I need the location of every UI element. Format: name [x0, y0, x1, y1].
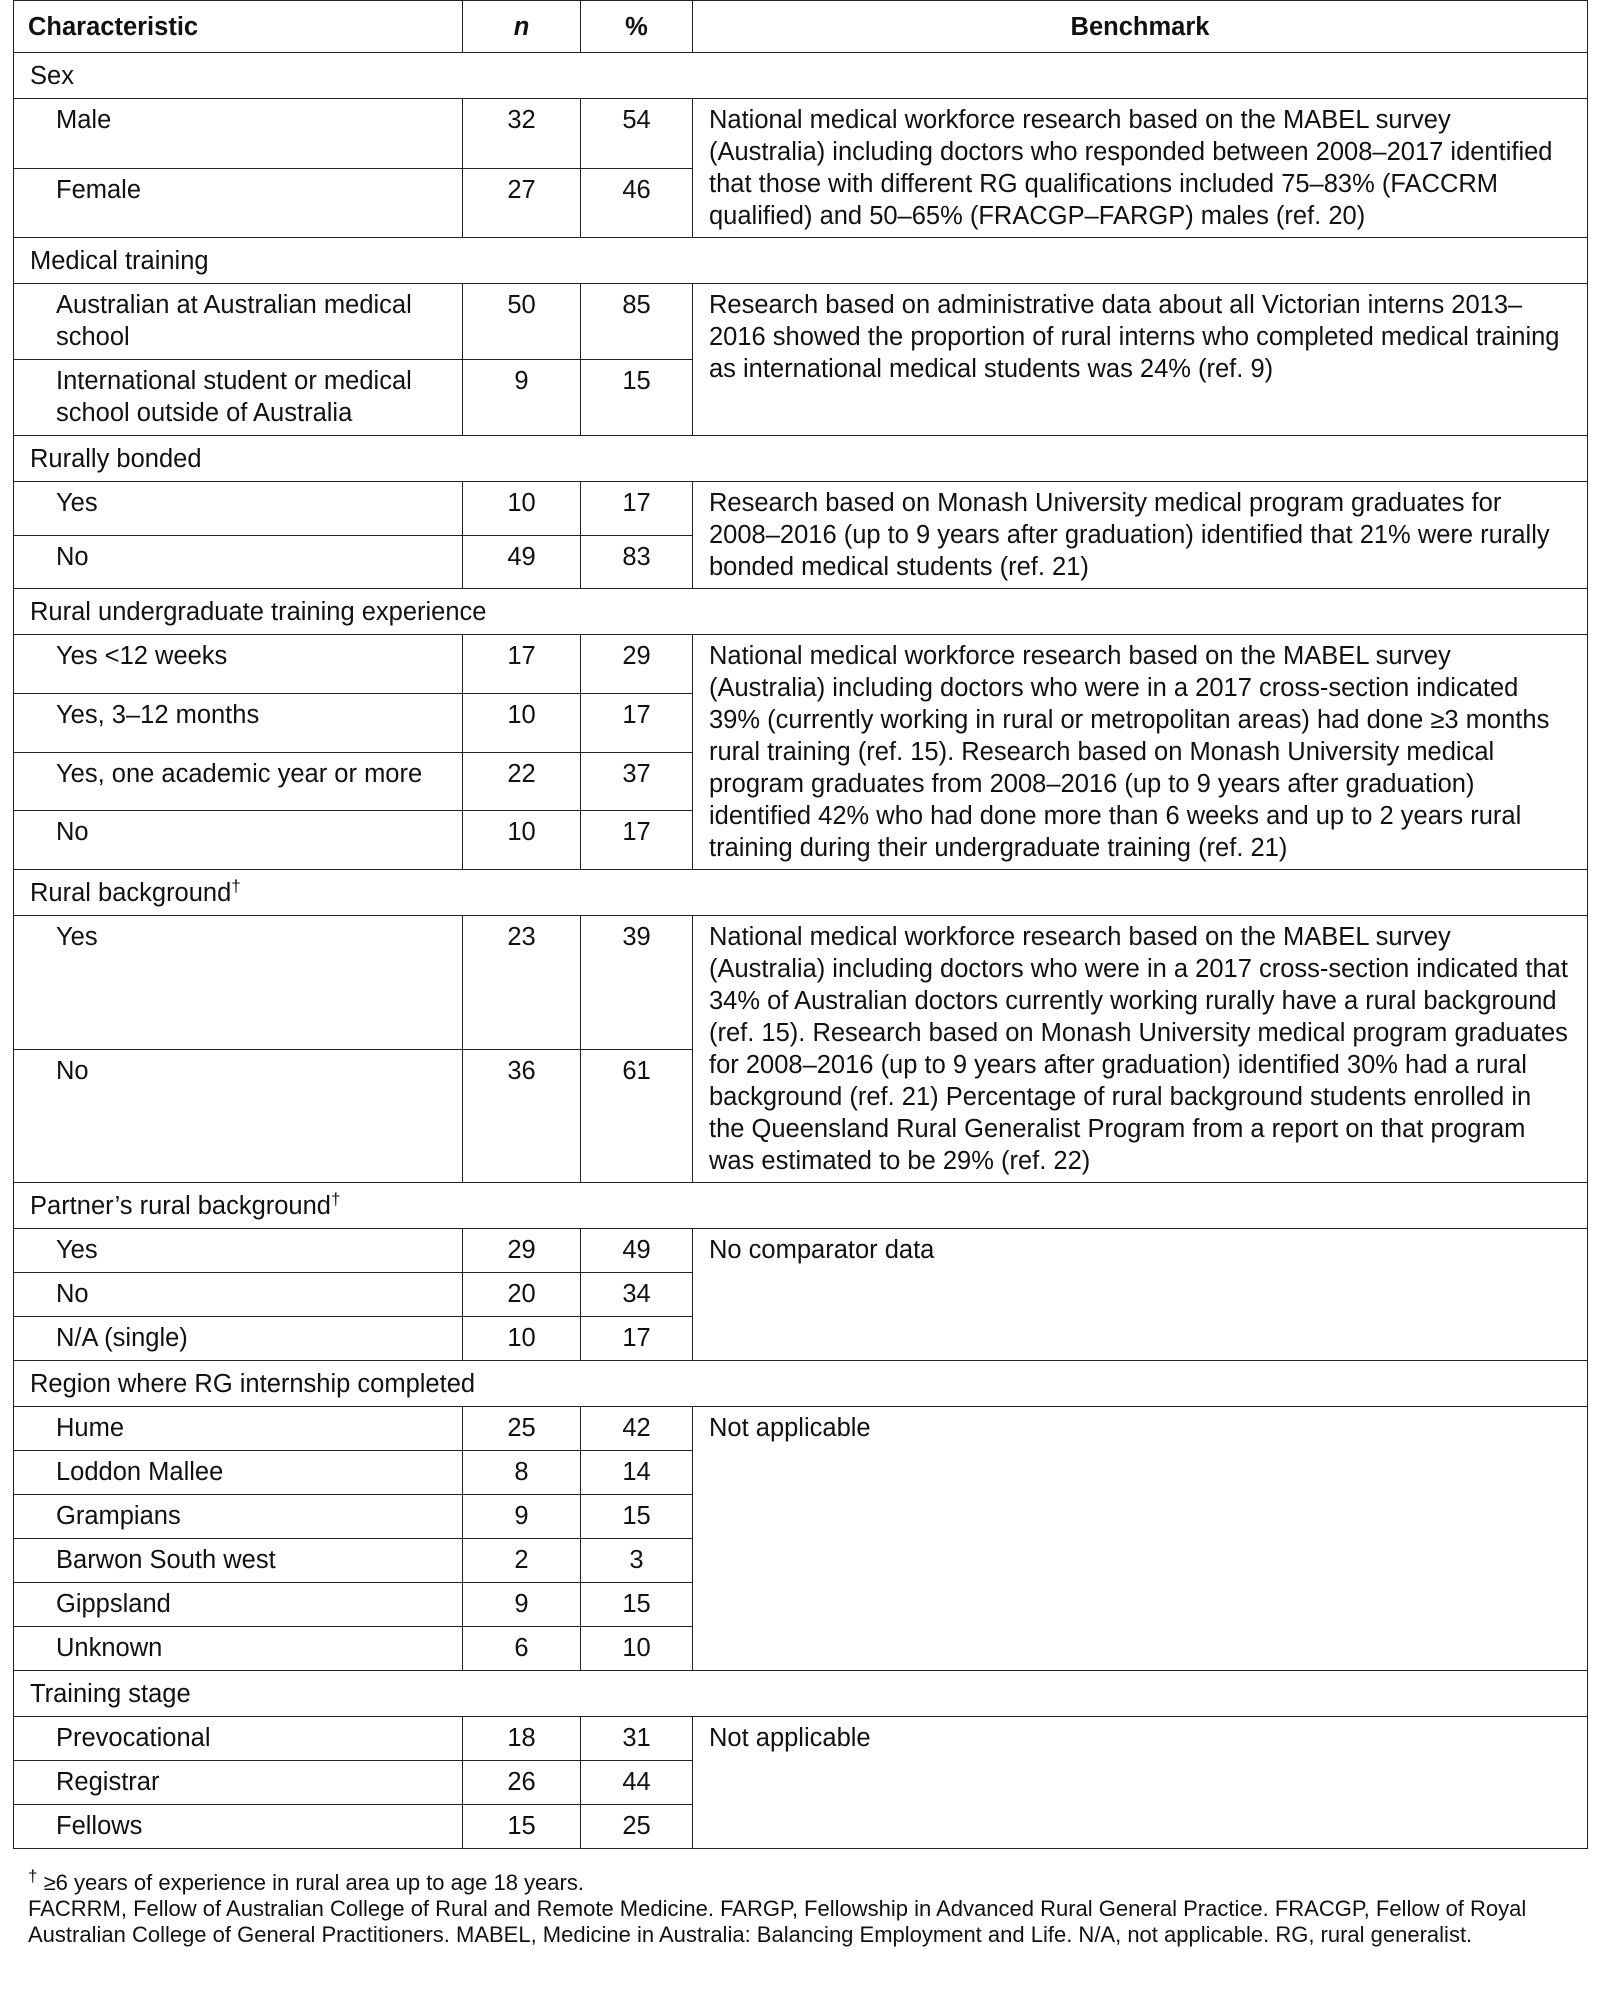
- row-n: 27: [463, 168, 581, 238]
- row-label: Loddon Mallee: [14, 1451, 463, 1495]
- section-title-blank: [693, 1671, 1588, 1717]
- dagger-symbol: †: [28, 1866, 38, 1886]
- row-label: Yes, 3–12 months: [14, 693, 463, 752]
- row-percent: 39: [581, 916, 693, 1050]
- row-percent: 15: [581, 360, 693, 436]
- row-percent: 25: [581, 1805, 693, 1849]
- table-row: [14, 1407, 1588, 1451]
- row-percent: 46: [581, 168, 693, 238]
- row-percent: 85: [581, 284, 693, 360]
- dagger-mark: †: [231, 876, 241, 895]
- row-label: No: [14, 1049, 463, 1183]
- benchmark-cell: National medical workforce research based on the MABEL survey (Australia) including doctors who were in a 2017 cross-section indicated 39% (currently working in rural or metropolitan areas) had done ≥3 months rural training (ref. 15). Research based on Monash University medical program graduates from 2008–2016 (up to 9 years after graduation) identified 42% who had done more than 6 weeks and up to 2 years rural training during their undergraduate training (ref. 21): [693, 635, 1588, 870]
- table-row: [14, 99, 1588, 169]
- row-n: 18: [463, 1717, 581, 1761]
- dagger-mark: †: [330, 1189, 341, 1208]
- row-percent: 17: [581, 482, 693, 536]
- section-title-text: Rural background: [30, 878, 232, 907]
- header-percent: %: [581, 1, 693, 53]
- row-percent: 34: [581, 1273, 693, 1317]
- section-title-text: Sex: [30, 61, 74, 90]
- table-row: [14, 916, 1588, 1050]
- dagger-footnote: [28, 1866, 1588, 1896]
- row-percent: 14: [581, 1451, 693, 1495]
- benchmark-cell: Not applicable: [693, 1717, 1588, 1849]
- row-n: 25: [463, 1407, 581, 1451]
- section-header-row: [14, 1183, 1588, 1229]
- row-label: Yes, one academic year or more: [14, 752, 463, 811]
- row-percent: 44: [581, 1761, 693, 1805]
- row-n: 10: [463, 482, 581, 536]
- row-n: 10: [463, 1317, 581, 1361]
- dagger-note-text: ≥6 years of experience in rural area up to age 18 years.: [37, 1870, 584, 1895]
- row-percent: 54: [581, 99, 693, 169]
- row-percent: 17: [581, 811, 693, 870]
- row-percent: 17: [581, 693, 693, 752]
- row-label: Female: [14, 168, 463, 238]
- row-label: Australian at Australian medical school: [14, 284, 463, 360]
- row-n: 8: [463, 1451, 581, 1495]
- row-label: Fellows: [14, 1805, 463, 1849]
- section-header-row: [14, 1361, 1588, 1407]
- row-label: Barwon South west: [14, 1539, 463, 1583]
- section-title-text: Rural undergraduate training experience: [30, 597, 487, 626]
- section-header-row: [14, 53, 1588, 99]
- section-title-text: Rurally bonded: [30, 444, 202, 473]
- row-n: 36: [463, 1049, 581, 1183]
- header-n: n: [463, 1, 581, 53]
- section-header-row: [14, 238, 1588, 284]
- header-row: [14, 1, 1588, 53]
- section-title-blank: [693, 53, 1588, 99]
- benchmark-cell: National medical workforce research based on the MABEL survey (Australia) including doctors who were in a 2017 cross-section indicated that 34% of Australian doctors currently working rurally have a rural background (ref. 15). Research based on Monash University medical program graduates for 2008–2016 (up to 9 years after graduation) identified 30% had a rural background (ref. 21) Percentage of rural background students enrolled in the Queensland Rural Generalist Program from a report on that program was estimated to be 29% (ref. 22): [693, 916, 1588, 1183]
- row-percent: 15: [581, 1583, 693, 1627]
- row-n: 9: [463, 360, 581, 436]
- row-label: Hume: [14, 1407, 463, 1451]
- row-percent: 49: [581, 1229, 693, 1273]
- row-n: 9: [463, 1495, 581, 1539]
- section-title: [14, 589, 693, 635]
- section-title-blank: [693, 589, 1588, 635]
- section-title-text: Region where RG internship completed: [30, 1369, 476, 1398]
- section-title-blank: [693, 1361, 1588, 1407]
- table-footnotes: [28, 1866, 1588, 1948]
- abbreviations-footnote: FACRRM, Fellow of Australian College of Rural and Remote Medicine. FARGP, Fellowship in Advanced Rural General Practice. FRACGP, Fellow of Royal Australian College of General Practitioners. MABEL, Medicine in Australia: Balancing Employment and Life. N/A, not applicable. RG, rural generalist.: [28, 1896, 1527, 1947]
- benchmark-cell: Research based on Monash University medical program graduates for 2008–2016 (up to 9 years after graduation) identified that 21% were rurally bonded medical students (ref. 21): [693, 482, 1588, 589]
- benchmark-cell: Research based on administrative data about all Victorian interns 2013–2016 showed the proportion of rural interns who completed medical training as international medical students was 24% (ref. 9): [693, 284, 1588, 436]
- row-percent: 29: [581, 635, 693, 694]
- row-label: Gippsland: [14, 1583, 463, 1627]
- table-row: [14, 635, 1588, 694]
- row-n: 10: [463, 811, 581, 870]
- section-title-text: Partner’s rural background: [30, 1191, 331, 1220]
- row-n: 6: [463, 1627, 581, 1671]
- section-title-text: Training stage: [30, 1679, 191, 1708]
- benchmark-cell: National medical workforce research based on the MABEL survey (Australia) including doctors who responded between 2008–2017 identified that those with different RG qualifications included 75–83% (FACCRM qualified) and 50–65% (FRACGP–FARGP) males (ref. 20): [693, 99, 1588, 238]
- row-n: 20: [463, 1273, 581, 1317]
- header-benchmark: Benchmark: [693, 1, 1588, 53]
- row-percent: 31: [581, 1717, 693, 1761]
- section-header-row: [14, 870, 1588, 916]
- row-percent: 15: [581, 1495, 693, 1539]
- row-percent: 83: [581, 535, 693, 589]
- row-percent: 10: [581, 1627, 693, 1671]
- section-title-blank: [693, 870, 1588, 916]
- row-label: No: [14, 811, 463, 870]
- row-percent: 17: [581, 1317, 693, 1361]
- section-title-text: Medical training: [30, 246, 209, 275]
- row-label: No: [14, 535, 463, 589]
- row-n: 26: [463, 1761, 581, 1805]
- section-title: [14, 1361, 693, 1407]
- benchmark-cell: Not applicable: [693, 1407, 1588, 1671]
- row-label: Yes: [14, 916, 463, 1050]
- section-title: [14, 1671, 693, 1717]
- section-header-row: [14, 589, 1588, 635]
- row-label: N/A (single): [14, 1317, 463, 1361]
- row-n: 17: [463, 635, 581, 694]
- table-row: [14, 1717, 1588, 1761]
- table-row: [14, 1229, 1588, 1273]
- section-title: [14, 238, 693, 284]
- row-label: Yes: [14, 482, 463, 536]
- row-label: Yes <12 weeks: [14, 635, 463, 694]
- row-label: Unknown: [14, 1627, 463, 1671]
- row-percent: 3: [581, 1539, 693, 1583]
- section-title: [14, 436, 693, 482]
- row-label: International student or medical school outside of Australia: [14, 360, 463, 436]
- row-label: Prevocational: [14, 1717, 463, 1761]
- section-header-row: [14, 1671, 1588, 1717]
- row-n: 49: [463, 535, 581, 589]
- row-percent: 42: [581, 1407, 693, 1451]
- row-label: No: [14, 1273, 463, 1317]
- section-title: [14, 53, 693, 99]
- row-label: Registrar: [14, 1761, 463, 1805]
- row-n: 9: [463, 1583, 581, 1627]
- section-title-blank: [693, 436, 1588, 482]
- row-n: 50: [463, 284, 581, 360]
- table-row: [14, 284, 1588, 360]
- row-n: 22: [463, 752, 581, 811]
- row-n: 32: [463, 99, 581, 169]
- section-title-blank: [693, 1183, 1588, 1229]
- row-label: Male: [14, 99, 463, 169]
- row-percent: 37: [581, 752, 693, 811]
- row-label: Grampians: [14, 1495, 463, 1539]
- row-n: 23: [463, 916, 581, 1050]
- row-n: 10: [463, 693, 581, 752]
- row-n: 15: [463, 1805, 581, 1849]
- header-characteristic: Characteristic: [14, 1, 463, 53]
- characteristics-table: [13, 0, 1588, 1849]
- row-n: 2: [463, 1539, 581, 1583]
- section-title: [14, 870, 693, 916]
- benchmark-cell: No comparator data: [693, 1229, 1588, 1361]
- row-label: Yes: [14, 1229, 463, 1273]
- row-n: 29: [463, 1229, 581, 1273]
- row-percent: 61: [581, 1049, 693, 1183]
- table-row: [14, 482, 1588, 536]
- section-title-blank: [693, 238, 1588, 284]
- section-title: [14, 1183, 693, 1229]
- table-body: [14, 53, 1588, 1849]
- section-header-row: [14, 436, 1588, 482]
